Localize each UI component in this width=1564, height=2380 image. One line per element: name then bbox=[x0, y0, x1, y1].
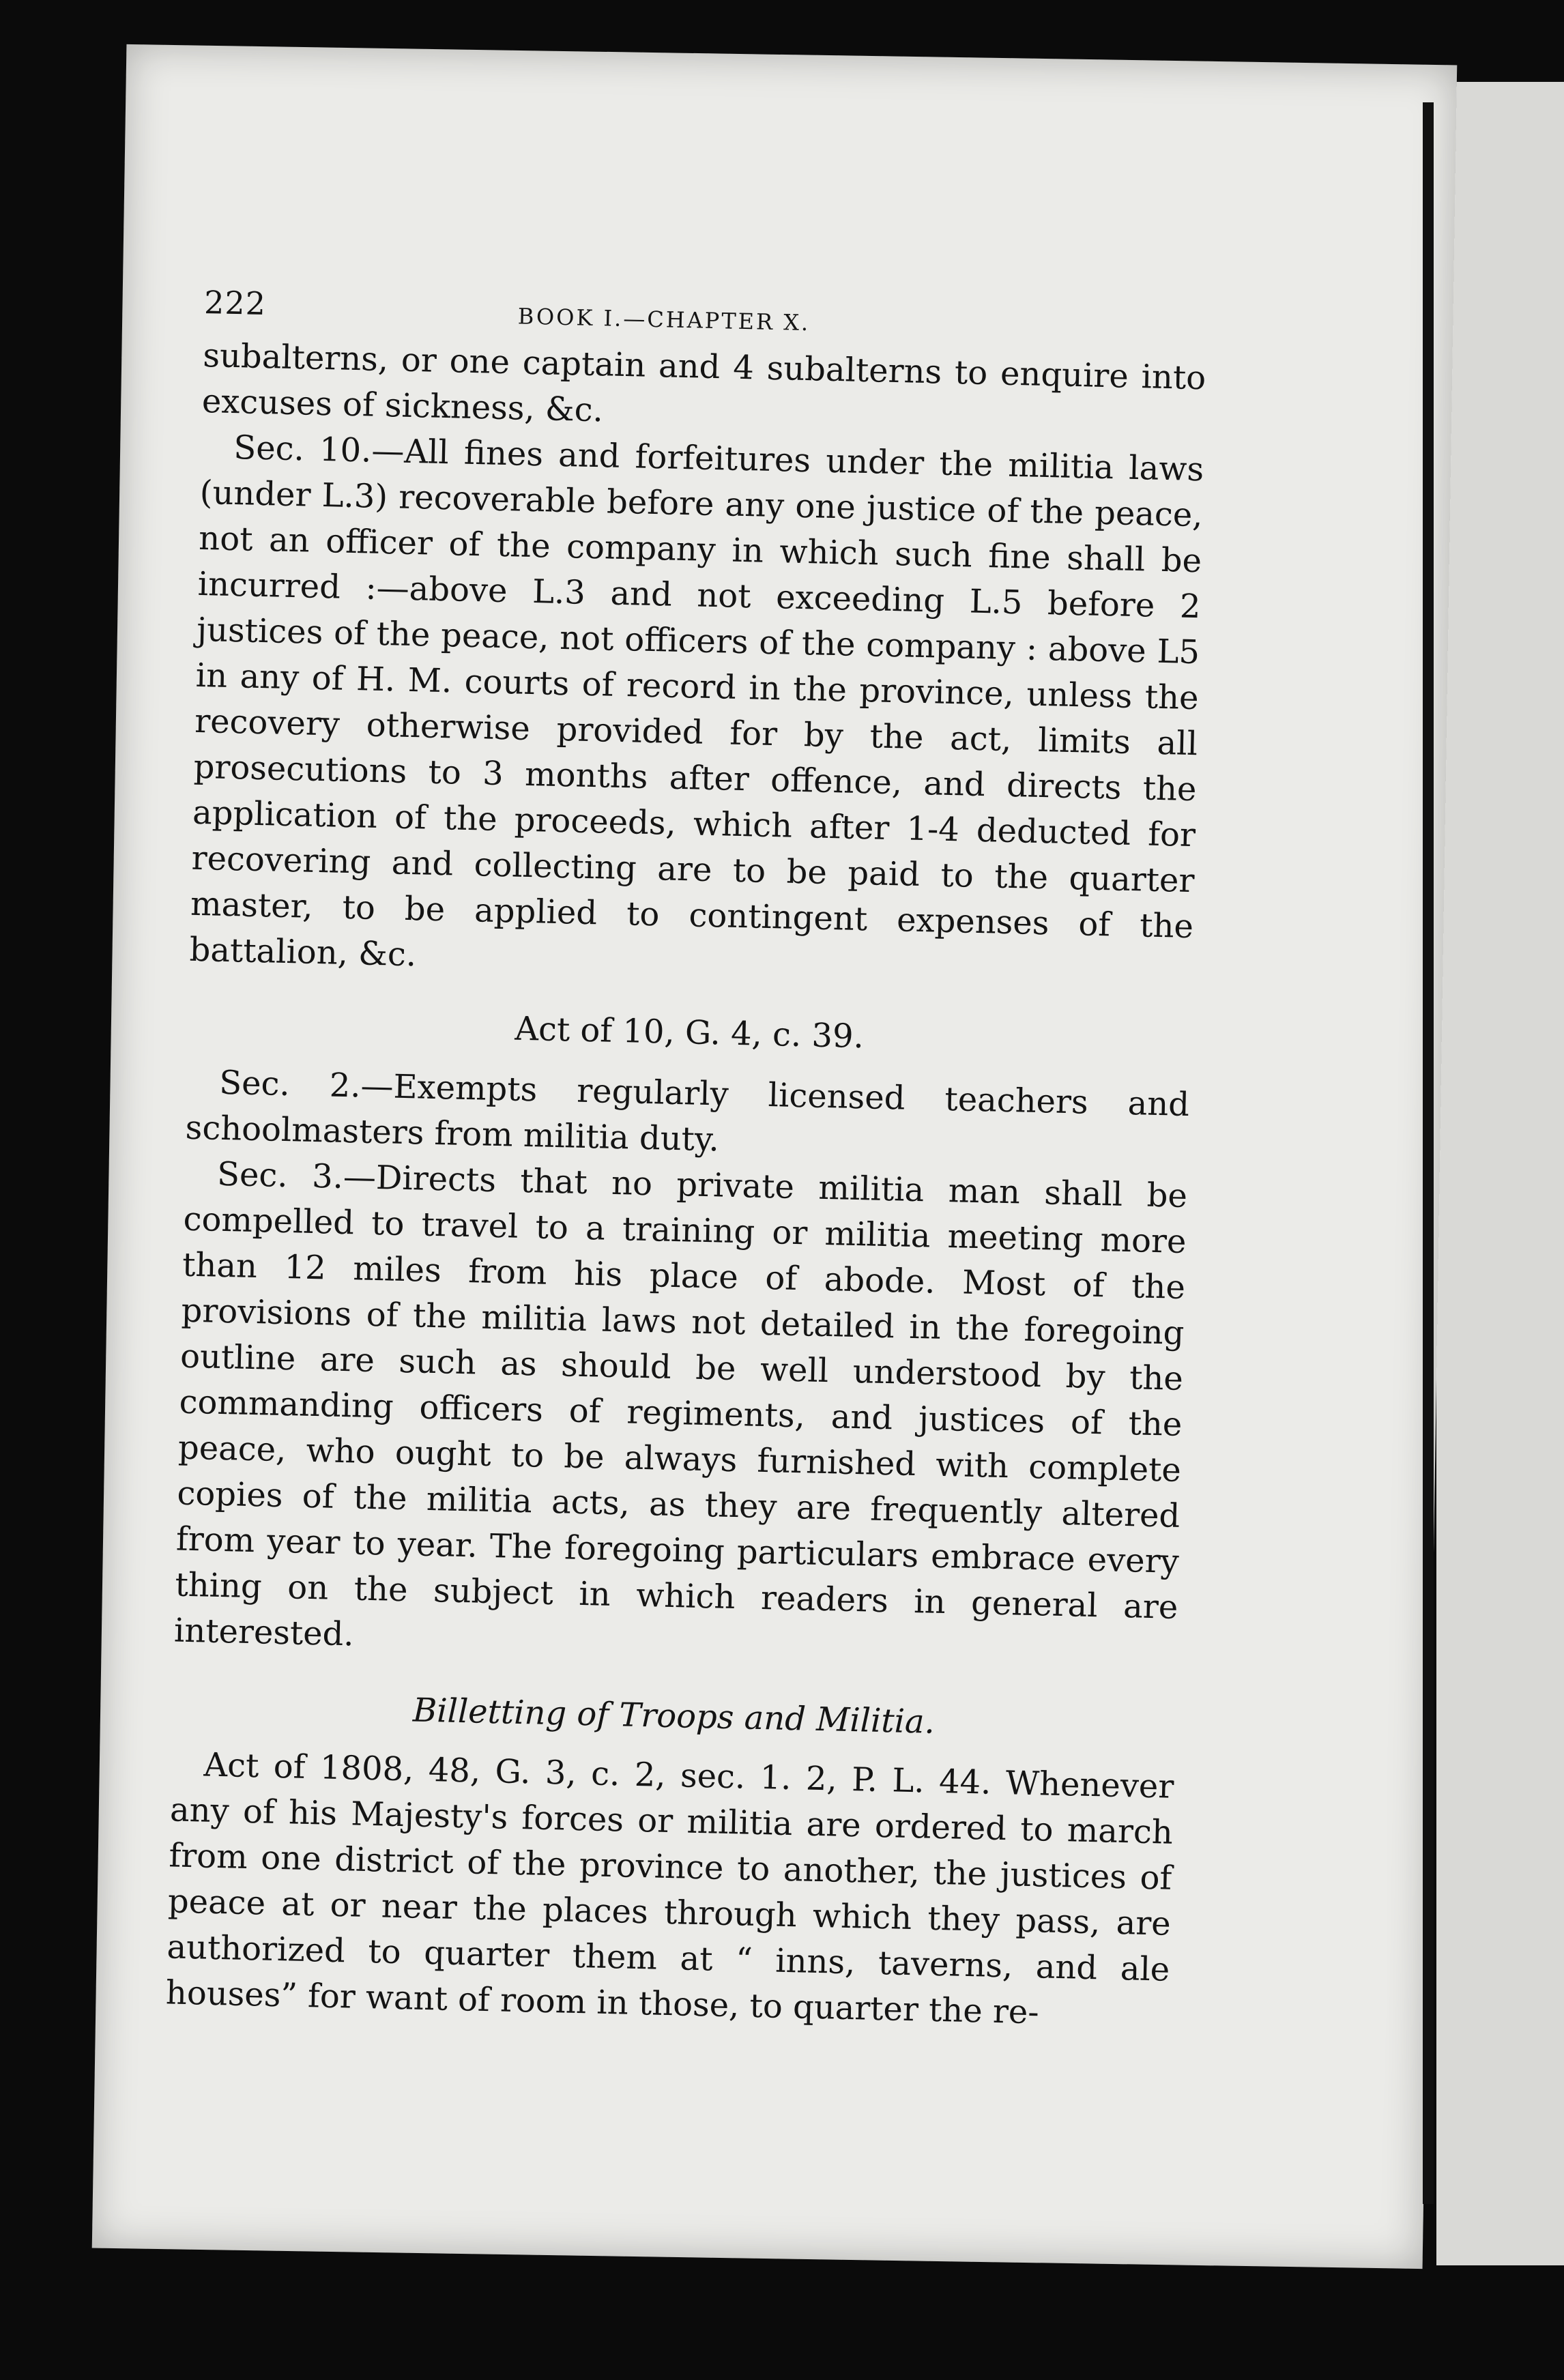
page-gutter-shadow bbox=[1423, 102, 1434, 2204]
paragraph-billetting: Act of 1808, 48, G. 3, c. 2, sec. 1. 2, P. L. 44. Whenever any of his Majesty's forces or militia are ordered to march from one district of the province to another, the justices of peace at or near the places through which they pass, are authorized to quarter them at “ inns, taverns, and ale houses” for want of room in those, to quarter the re- bbox=[165, 1745, 1174, 2032]
page-number: 222 bbox=[203, 283, 267, 323]
paragraph-continued: subalterns, or one captain and 4 subalterns to enquire into excuses of sickness, &c. bbox=[201, 336, 1206, 430]
act-heading: Act of 10, G. 4, c. 39. bbox=[514, 1009, 865, 1056]
chapter-heading: BOOK I.—CHAPTER X. bbox=[517, 303, 811, 336]
page-text bbox=[165, 280, 1207, 2039]
facing-page-edge bbox=[1436, 82, 1564, 2265]
paragraph-sec-3: Sec. 3.—Directs that no private militia man shall be compelled to travel to a training or militia meeting more than 12 miles from his place of abode. Most of the provisions of the militia laws not detailed in the foregoing outline are such as should be well understood by the commanding officers of regiments, and justices of the peace, who ought to be always furnished with complete copies of the militia acts, as they are frequently altered from year to year. The foregoing particulars embrace every thing on the subject in which readers in general are interested. bbox=[173, 1155, 1188, 1654]
section-heading: Billetting of Troops and Militia. bbox=[412, 1691, 936, 1741]
paragraph-sec-2: Sec. 2.—Exempts regularly licensed teachers and schoolmasters from militia duty. bbox=[185, 1063, 1190, 1159]
paragraph-sec-10: Sec. 10.—All fines and forfeitures under the militia laws (under L.3) recoverable before any one justice of the peace, not an officer of the company in which such fine shall be incurred :—above L.3 and not exceeding L.5 before 2 justices of the peace, not officers of the company : above L5 in any of H. M. courts of record in the province, unless the recovery otherwise provided for by the act, limits all prosecutions to 3 months after offence, and directs the application of the proceeds, which after 1-4 deducted for recovering and collecting are to be paid to the quarter master, to be applied to contingent expenses of the battalion, &c. bbox=[189, 429, 1204, 974]
